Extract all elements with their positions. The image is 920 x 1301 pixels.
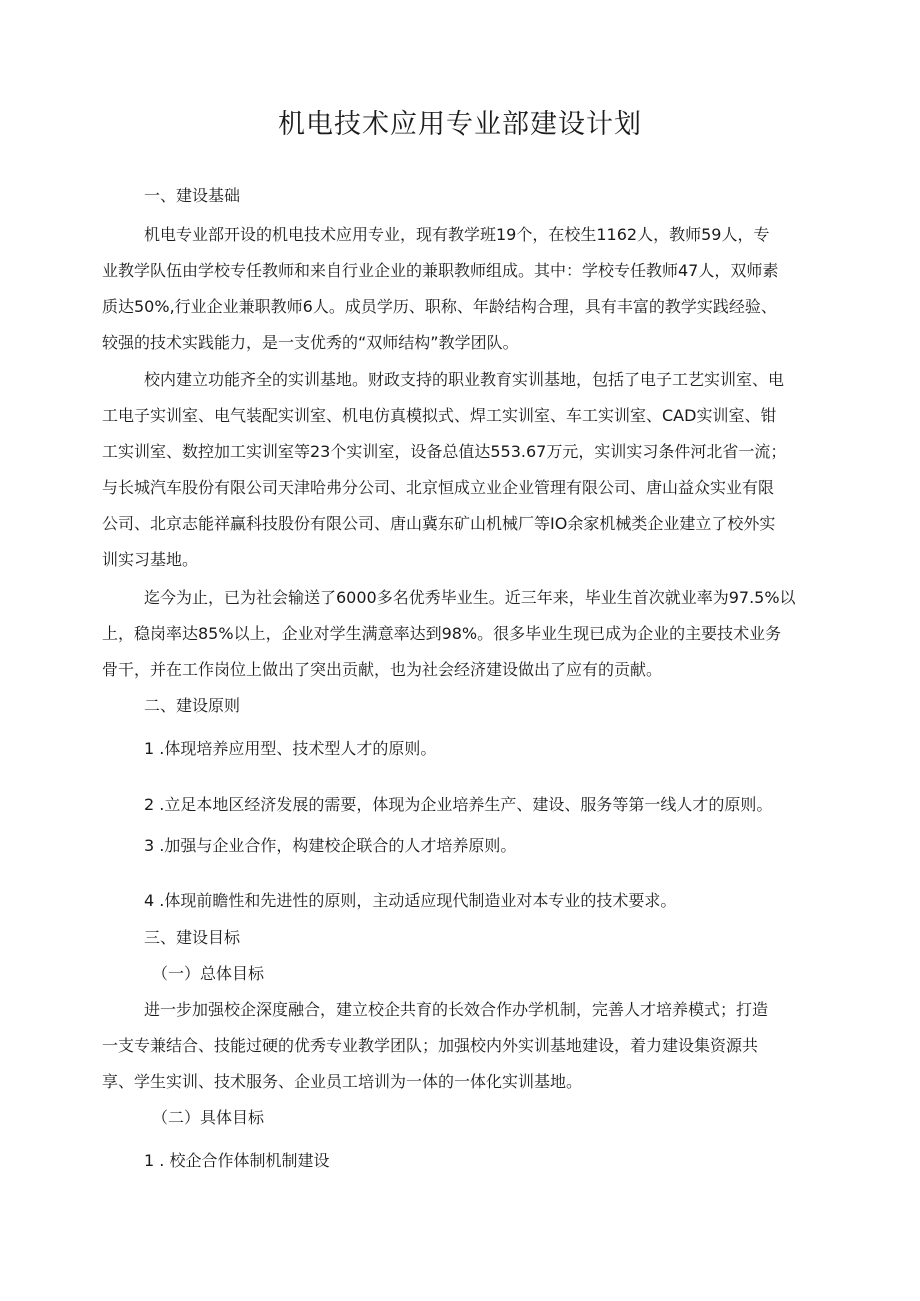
paragraph-line: 一支专兼结合、技能过硬的优秀专业教学团队；加强校内外实训基地建设，着力建设集资源共 xyxy=(102,1036,759,1055)
section-heading-goals: 三、建设目标 xyxy=(144,928,241,947)
paragraph-line: 迄今为止，已为社会输送了6000多名优秀毕业生。近三年来，毕业生首次就业率为97.5%以 xyxy=(144,588,796,607)
subsection-heading-specific: （二）具体目标 xyxy=(152,1108,265,1127)
subsection-heading-overall: （一）总体目标 xyxy=(152,964,265,983)
paragraph-line: 业教学队伍由学校专任教师和来自行业企业的兼职教师组成。其中：学校专任教师47人，双师素 xyxy=(102,261,779,280)
paragraph-line: 骨干，并在工作岗位上做出了突出贡献，也为社会经济建设做出了应有的贡献。 xyxy=(102,660,663,679)
list-item: 1 .体现培养应用型、技术型人才的原则。 xyxy=(144,739,437,758)
list-item: 4 .体现前瞻性和先进性的原则，主动适应现代制造业对本专业的技术要求。 xyxy=(144,891,677,910)
list-item: 2 .立足本地区经济发展的需要，体现为企业培养生产、建设、服务等第一线人才的原则。 xyxy=(144,795,773,814)
section-heading-principles: 二、建设原则 xyxy=(144,696,241,715)
paragraph-line: 工电子实训室、电气装配实训室、机电仿真模拟式、焊工实训室、车工实训室、CAD实训室、钳 xyxy=(102,406,777,425)
paragraph-line: 工实训室、数控加工实训室等23个实训室，设备总值达553.67万元，实训实习条件河北省一流； xyxy=(102,442,787,461)
list-item: 3 .加强与企业合作，构建校企联合的人才培养原则。 xyxy=(144,836,517,855)
paragraph-line: 公司、北京志能祥赢科技股份有限公司、唐山冀东矿山机械厂等IO余家机械类企业建立了校外实 xyxy=(102,514,776,533)
paragraph-line: 校内建立功能齐全的实训基地。财政支持的职业教育实训基地，包括了电子工艺实训室、电 xyxy=(144,370,785,389)
paragraph-line: 享、学生实训、技术服务、企业员工培训为一体的一体化实训基地。 xyxy=(102,1072,583,1091)
section-heading-basis: 一、建设基础 xyxy=(144,186,241,205)
paragraph-line: 较强的技术实践能力，是一支优秀的“双师结构”教学团队。 xyxy=(102,333,519,352)
list-item: 1 . 校企合作体制机制建设 xyxy=(144,1151,330,1170)
paragraph-line: 机电专业部开设的机电技术应用专业，现有教学班19个，在校生1162人，教师59人，专 xyxy=(144,225,770,244)
paragraph-line: 训实习基地。 xyxy=(102,550,199,569)
document-title: 机电技术应用专业部建设计划 xyxy=(278,109,642,140)
paragraph-line: 上，稳岗率达85%以上，企业对学生满意率达到98%。很多毕业生现已成为企业的主要技术业务 xyxy=(102,624,782,643)
paragraph-line: 与长城汽车股份有限公司天津哈弗分公司、北京恒成立业企业管理有限公司、唐山益众实业有限 xyxy=(102,478,775,497)
paragraph-line: 质达50%,行业企业兼职教师6人。成员学历、职称、年龄结构合理，具有丰富的教学实践经验、 xyxy=(102,297,777,316)
paragraph-line: 进一步加强校企深度融合，建立校企共育的长效合作办学机制，完善人才培养模式；打造 xyxy=(144,1000,769,1019)
